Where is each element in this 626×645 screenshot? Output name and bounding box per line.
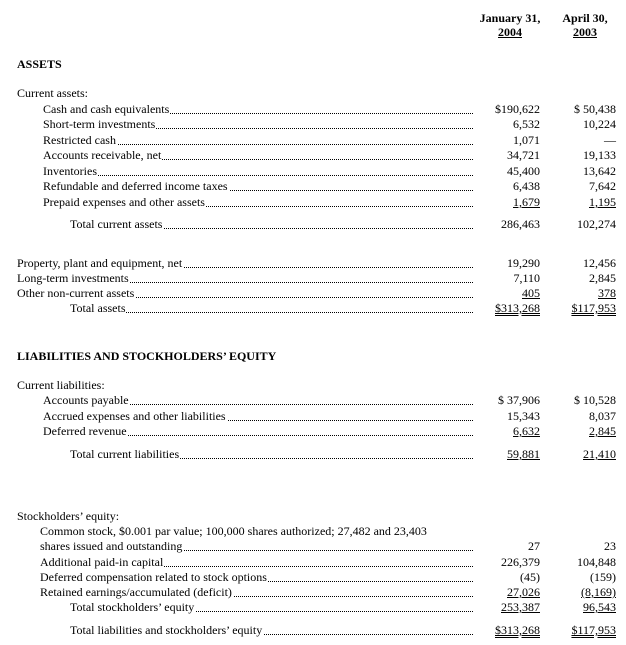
assets-heading: ASSETS xyxy=(17,57,62,71)
table-row xyxy=(0,164,626,179)
table-row xyxy=(0,133,626,148)
row-value-2003: 21,410 xyxy=(583,447,616,461)
table-row xyxy=(0,195,626,210)
column-header-april-year: 2003 xyxy=(573,25,597,39)
row-value-2004: 226,379 xyxy=(501,555,540,569)
liabilities-heading: LIABILITIES AND STOCKHOLDERS’ EQUITY xyxy=(17,349,277,363)
row-label: Other non-current assets xyxy=(17,286,473,301)
row-value-2003: 378 xyxy=(598,286,616,300)
row-label: Restricted cash xyxy=(43,133,473,148)
row-value-2003: $117,953 xyxy=(571,623,616,637)
row-label: Inventories xyxy=(43,164,473,179)
row-value-2004: 7,110 xyxy=(513,271,540,285)
row-value-2003: 1,195 xyxy=(589,195,616,209)
row-label: Cash and cash equivalents xyxy=(43,102,473,117)
row-value-2003: 8,037 xyxy=(589,409,616,423)
row-label: Total current assets xyxy=(70,217,473,232)
row-value-2003: $117,953 xyxy=(571,301,616,315)
row-label: shares issued and outstanding xyxy=(40,539,473,554)
row-value-2004: $313,268 xyxy=(495,301,540,315)
row-value-2004: 27 xyxy=(528,539,540,553)
row-value-2004: 6,438 xyxy=(513,179,540,193)
table-row xyxy=(0,148,626,163)
current-liabilities-heading: Current liabilities: xyxy=(17,378,105,392)
row-value-2003: 7,642 xyxy=(589,179,616,193)
table-row xyxy=(0,424,626,439)
column-header-january xyxy=(470,11,550,39)
row-value-2003: 19,133 xyxy=(583,148,616,162)
table-row xyxy=(0,117,626,132)
row-value-2004: 45,400 xyxy=(507,164,540,178)
table-row xyxy=(0,585,626,600)
row-value-2004: $190,622 xyxy=(495,102,540,116)
row-label: Accrued expenses and other liabilities xyxy=(43,409,473,424)
total-assets-row xyxy=(0,301,626,316)
total-liabilities-equity-row xyxy=(0,623,626,638)
row-value-2003: 2,845 xyxy=(589,271,616,285)
row-label: Deferred revenue xyxy=(43,424,473,439)
common-stock-description: Common stock, $0.001 par value; 100,000 shares authorized; 27,482 and 23,403 xyxy=(40,524,427,538)
table-row xyxy=(0,256,626,271)
total-current-assets-row xyxy=(0,217,626,232)
row-value-2004: 253,387 xyxy=(501,600,540,614)
row-value-2003: (8,169) xyxy=(581,585,616,599)
table-row xyxy=(0,539,626,554)
row-value-2003: 23 xyxy=(604,539,616,553)
table-row xyxy=(0,409,626,424)
row-value-2003: 12,456 xyxy=(583,256,616,270)
table-row xyxy=(0,570,626,585)
row-value-2004: $ 37,906 xyxy=(498,393,540,407)
row-label: Additional paid-in capital xyxy=(40,555,473,570)
table-row xyxy=(0,286,626,301)
row-label: Total current liabilities xyxy=(70,447,473,462)
table-row xyxy=(0,271,626,286)
table-row xyxy=(0,179,626,194)
total-equity-row xyxy=(0,600,626,615)
row-value-2004: 1,071 xyxy=(513,133,540,147)
column-header-april xyxy=(550,11,620,39)
row-value-2003: 13,642 xyxy=(583,164,616,178)
row-value-2004: 6,632 xyxy=(513,424,540,438)
row-label: Total assets xyxy=(70,301,473,316)
row-value-2004: 1,679 xyxy=(513,195,540,209)
table-row xyxy=(0,393,626,408)
row-value-2003: 104,848 xyxy=(577,555,616,569)
row-label: Total liabilities and stockholders’ equity xyxy=(70,623,473,638)
row-value-2004: 59,881 xyxy=(507,447,540,461)
row-label: Property, plant and equipment, net xyxy=(17,256,473,271)
stockholders-equity-heading: Stockholders’ equity: xyxy=(17,509,120,523)
row-value-2003: $ 10,528 xyxy=(574,393,616,407)
row-label: Deferred compensation related to stock options xyxy=(40,570,473,585)
total-current-liabilities-row xyxy=(0,447,626,462)
row-value-2003: — xyxy=(604,133,616,147)
row-value-2003: 102,274 xyxy=(577,217,616,231)
row-value-2004: 6,532 xyxy=(513,117,540,131)
table-row xyxy=(0,555,626,570)
current-assets-heading: Current assets: xyxy=(17,86,88,100)
row-value-2003: (159) xyxy=(590,570,616,584)
row-value-2004: (45) xyxy=(520,570,540,584)
column-header-january-line1: January 31, xyxy=(479,11,541,25)
column-header-april-line1: April 30, xyxy=(562,11,608,25)
row-value-2003: $ 50,438 xyxy=(574,102,616,116)
column-header-january-year: 2004 xyxy=(498,25,522,39)
row-value-2003: 96,543 xyxy=(583,600,616,614)
row-value-2004: 27,026 xyxy=(507,585,540,599)
row-value-2004: 34,721 xyxy=(507,148,540,162)
row-label: Short-term investments xyxy=(43,117,473,132)
row-label: Accounts payable xyxy=(43,393,473,408)
row-label: Long-term investments xyxy=(17,271,473,286)
row-label: Total stockholders’ equity xyxy=(70,600,473,615)
row-value-2004: 15,343 xyxy=(507,409,540,423)
row-value-2004: 286,463 xyxy=(501,217,540,231)
row-value-2003: 2,845 xyxy=(589,424,616,438)
row-value-2004: 405 xyxy=(522,286,540,300)
row-label: Retained earnings/accumulated (deficit) xyxy=(40,585,473,600)
row-label: Refundable and deferred income taxes xyxy=(43,179,473,194)
row-label: Prepaid expenses and other assets xyxy=(43,195,473,210)
row-value-2004: $313,268 xyxy=(495,623,540,637)
table-row xyxy=(0,102,626,117)
row-label: Accounts receivable, net xyxy=(43,148,473,163)
row-value-2003: 10,224 xyxy=(583,117,616,131)
row-value-2004: 19,290 xyxy=(507,256,540,270)
